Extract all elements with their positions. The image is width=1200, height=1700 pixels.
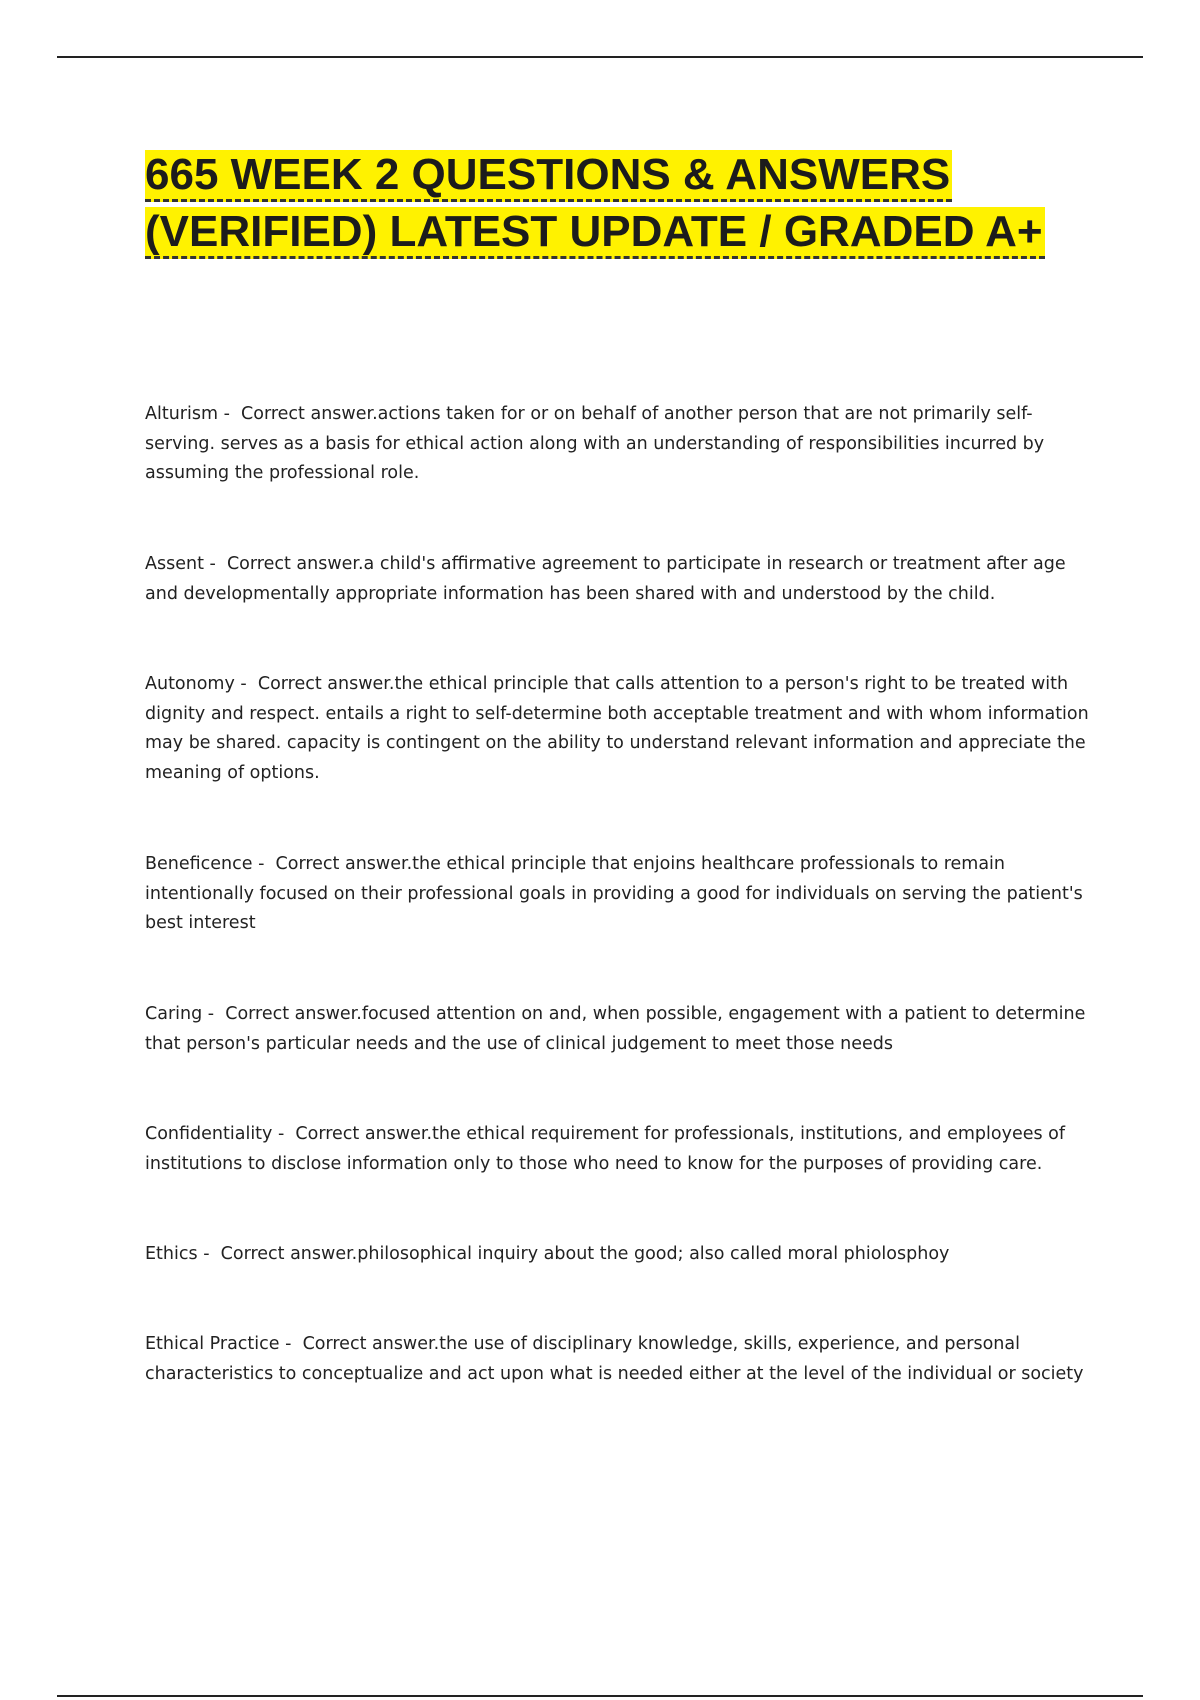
glossary-entry-confidentiality: Confidentiality - Correct answer.the ethical requirement for professionals, institutions, and employees of institutions to disclose information only to those who need to know for the purposes of providing care.: [145, 1124, 1066, 1174]
entry-term: Assent: [145, 554, 204, 574]
entry-answer: Correct answer.a child's affirmative agreement to participate in research or treatment after age and developmentally appropriate information has been shared with and understood by the child.: [145, 554, 1066, 604]
entry-answer: Correct answer.the ethical principle that calls attention to a person's right to be treated with dignity and respect. entails a right to self-determine both acceptable treatment and with whom information may be shared. capacity is contingent on the ability to understand relevant information and appreciate the meaning of options.: [145, 674, 1089, 783]
entry-term: Confidentiality: [145, 1124, 273, 1144]
document-title: 665 WEEK 2 QUESTIONS & ANSWERS (VERIFIED) LATEST UPDATE / GRADED A+: [145, 146, 1085, 260]
entry-term: Ethics: [145, 1244, 198, 1264]
entry-term: Autonomy: [145, 674, 235, 694]
entry-term: Caring: [145, 1004, 203, 1024]
entry-term: Beneficence: [145, 854, 253, 874]
entry-answer: Correct answer.the use of disciplinary knowledge, skills, experience, and personal characteristics to conceptualize and act upon what is needed either at the level of the individual or society: [145, 1334, 1084, 1384]
entry-term: Alturism: [145, 404, 219, 424]
entry-answer: Correct answer.philosophical inquiry about the good; also called moral phiolosphoy: [220, 1244, 950, 1264]
entry-term: Ethical Practice: [145, 1334, 280, 1354]
glossary-entry-alturism: Alturism - Correct answer.actions taken for or on behalf of another person that are not primarily self-serving. serves as a basis for ethical action along with an understanding of responsibilities incurred by assuming the professional role.: [145, 404, 1045, 483]
glossary-entry-assent: Assent - Correct answer.a child's affirmative agreement to participate in research or treatment after age and developmentally appropriate information has been shared with and understood by the child.: [145, 554, 1066, 604]
entry-answer: Correct answer.actions taken for or on behalf of another person that are not primarily self-serving. serves as a basis for ethical action along with an understanding of responsibilities incurred by assuming the professional role.: [145, 404, 1045, 483]
glossary-entry-beneficence: Beneficence - Correct answer.the ethical principle that enjoins healthcare professionals to remain intentionally focused on their professional goals in providing a good for individuals on serving the patient's best interest: [145, 854, 1083, 933]
glossary-entry-ethics: Ethics - Correct answer.philosophical inquiry about the good; also called moral phiolosphoy: [145, 1244, 950, 1264]
entry-answer: Correct answer.focused attention on and, when possible, engagement with a patient to determine that person's particular needs and the use of clinical judgement to meet those needs: [145, 1004, 1086, 1054]
entry-answer: Correct answer.the ethical principle that enjoins healthcare professionals to remain intentionally focused on their professional goals in providing a good for individuals on serving the patient's best interest: [145, 854, 1083, 933]
glossary-entry-caring: Caring - Correct answer.focused attention on and, when possible, engagement with a patient to determine that person's particular needs and the use of clinical judgement to meet those needs: [145, 1004, 1086, 1054]
entry-answer: Correct answer.the ethical requirement for professionals, institutions, and employees of institutions to disclose information only to those who need to know for the purposes of providing care.: [145, 1124, 1066, 1174]
glossary-entry-ethical-practice: Ethical Practice - Correct answer.the use of disciplinary knowledge, skills, experience, and personal characteristics to conceptualize and act upon what is needed either at the level of the individual or society: [145, 1334, 1084, 1384]
bottom-rule: [57, 1695, 1143, 1697]
glossary-entry-autonomy: Autonomy - Correct answer.the ethical principle that calls attention to a person's right to be treated with dignity and respect. entails a right to self-determine both acceptable treatment and with whom information may be shared. capacity is contingent on the ability to understand relevant information and appreciate the meaning of options.: [145, 674, 1089, 783]
top-rule: [57, 56, 1143, 58]
